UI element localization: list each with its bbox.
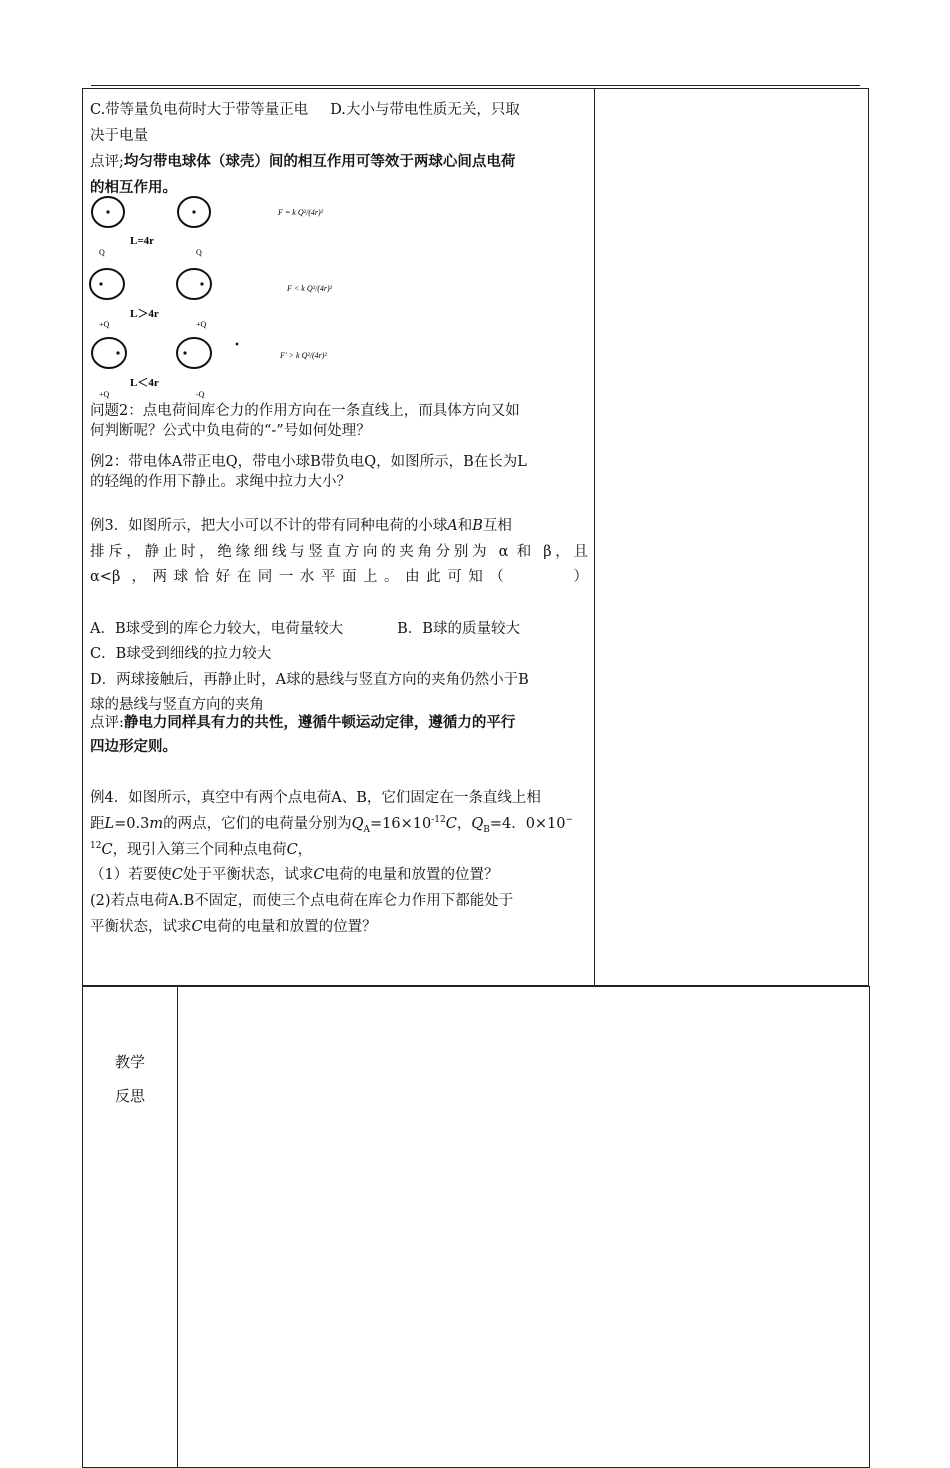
var-c: C [191,919,203,935]
text-run: ， [456,816,472,832]
offset-dot [200,282,203,285]
options-ab [90,616,588,642]
sphere-3b [177,338,211,368]
option-d-cont-line: 球的悬线与竖直方向的夹角 [90,697,264,713]
question-2: 问题2：点电荷间库仑力的作用方向在一条直线上，而具体方向又如 [90,403,520,419]
text-run: （1）若要使 [90,867,172,883]
example-4-q2: (2)若点电荷A.B不固定，而使三个点电荷在库仑力作用下都能处于 [90,893,514,909]
sphere-2b [177,269,211,299]
note-1-prefix: 点评; [90,154,124,170]
var-c: C [171,867,183,883]
option-d-cont: 决于电量 [90,128,148,144]
note-1 [90,149,588,175]
reflection-label-1: 教学 [114,1053,145,1071]
option-b: B．B球的质量较大 [397,621,520,637]
sub-b: B [483,824,490,835]
text-run: =0.3 [114,816,150,832]
note-1-cont: 的相互作用。 [90,180,177,196]
charge-label: +Q [196,320,207,329]
text-run: 互相 [482,518,512,534]
distance-label-1: L=4r [130,235,154,247]
example-4-q2-cont [90,914,588,940]
text-run: 例3．如图所示，把大小可以不计的带有同种电荷的小球 [90,518,448,534]
option-line [90,97,588,123]
example-2-cont: 的轻绳的作用下静止。求绳中拉力大小？ [90,474,351,490]
text-run: 平衡状态，试求 [90,919,192,935]
option-c: C.带等量负电荷时大于带等量正电 [90,102,309,118]
offset-dot [183,351,186,354]
note-2 [90,710,588,736]
text-run: 电荷的电量和放置的位置？ [324,867,499,883]
unit-c: C [101,842,113,858]
unit-c: C [445,816,457,832]
text-run: 和 [457,518,473,534]
note-2-prefix: 点评: [90,715,124,731]
option-d-line: D．两球接触后，再静止时，A球的悬线与竖直方向的夹角仍然小于B [90,672,529,688]
var-q: Q [351,816,364,832]
distance-label-2: L＞4r [130,308,159,320]
exponent: − [565,815,574,826]
exponent: 12 [90,841,102,852]
column-divider [594,89,595,985]
text-run: 距 [90,816,105,832]
example-4-q1 [90,862,588,888]
charge-label: Q [196,248,202,257]
var-a: A [447,518,458,534]
example-3-line3: α<β ，两球恰好在同一水平面上。由此可知（ ） [90,569,588,585]
text-run: ，现引入第三个同种点电荷 [112,842,287,858]
center-dot [106,210,109,213]
text-run: 的两点，它们的电荷量分别为 [163,816,352,832]
charge-label: -Q [196,390,205,399]
example-4-line2 [90,811,588,837]
sphere-diagram [85,192,385,402]
var-q: Q [471,816,484,832]
note-1-bold: 均匀带电球体（球壳）间的相互作用可等效于两球心间点电荷 [123,154,516,170]
sphere-2a [90,269,124,299]
text-run: 处于平衡状态，试求 [182,867,314,883]
reflection-table [82,986,870,1468]
exponent: -12 [431,815,446,826]
text-run: 电荷的电量和放置的位置？ [202,919,377,935]
sphere-3a [92,338,126,368]
example-4-line3 [90,837,588,863]
charge-label: +Q [99,390,110,399]
var-c: C [286,842,298,858]
option-a: A．B球受到的库仑力较大，电荷量较大 [90,621,344,637]
charge-label: +Q [99,320,110,329]
example-3-line2: 排斥，静止时，绝缘细线与竖直方向的夹角分别为 α 和 β，且 [90,544,588,560]
formula-1: F = k Q²/(4r)² [278,208,324,217]
charge-label: Q [99,248,105,257]
reflection-label-2: 反思 [114,1087,145,1105]
sub-a: A [363,824,370,835]
formula-2: F < k Q²/(4r)² [287,284,333,293]
example-4: 例4．如图所示，真空中有两个点电荷A、B，它们固定在一条直线上相 [90,790,541,806]
offset-dot [99,282,102,285]
text-run: =16×10 [370,816,432,832]
reflection-divider [177,987,178,1467]
center-dot [192,210,195,213]
var-b: B [472,518,483,534]
option-d: D.大小与带电性质无关，只取 [330,102,520,118]
text-run: ， [297,842,313,858]
note-2-cont: 四边形定则。 [90,739,177,755]
unit-m: m [149,816,164,832]
header-rule [91,85,860,86]
stray-dot [236,343,239,346]
option-c-line: C．B球受到细线的拉力较大 [90,646,272,662]
note-2-bold: 静电力同样具有力的共性，遵循牛顿运动定律，遵循力的平行 [123,715,516,731]
formula-3: F′ > k Q²/(4r)² [280,351,327,360]
offset-dot [116,351,119,354]
var-c: C [313,867,325,883]
text-run: =4．0×10 [489,816,566,832]
question-2-cont: 何判断呢？公式中负电荷的“-”号如何处理？ [90,423,371,439]
example-2: 例2：带电体A带正电Q，带电小球B带负电Q，如图所示，B在长为L [90,454,527,470]
example-3 [90,513,588,539]
var-l: L [104,816,115,832]
distance-label-3: L＜4r [130,377,159,389]
